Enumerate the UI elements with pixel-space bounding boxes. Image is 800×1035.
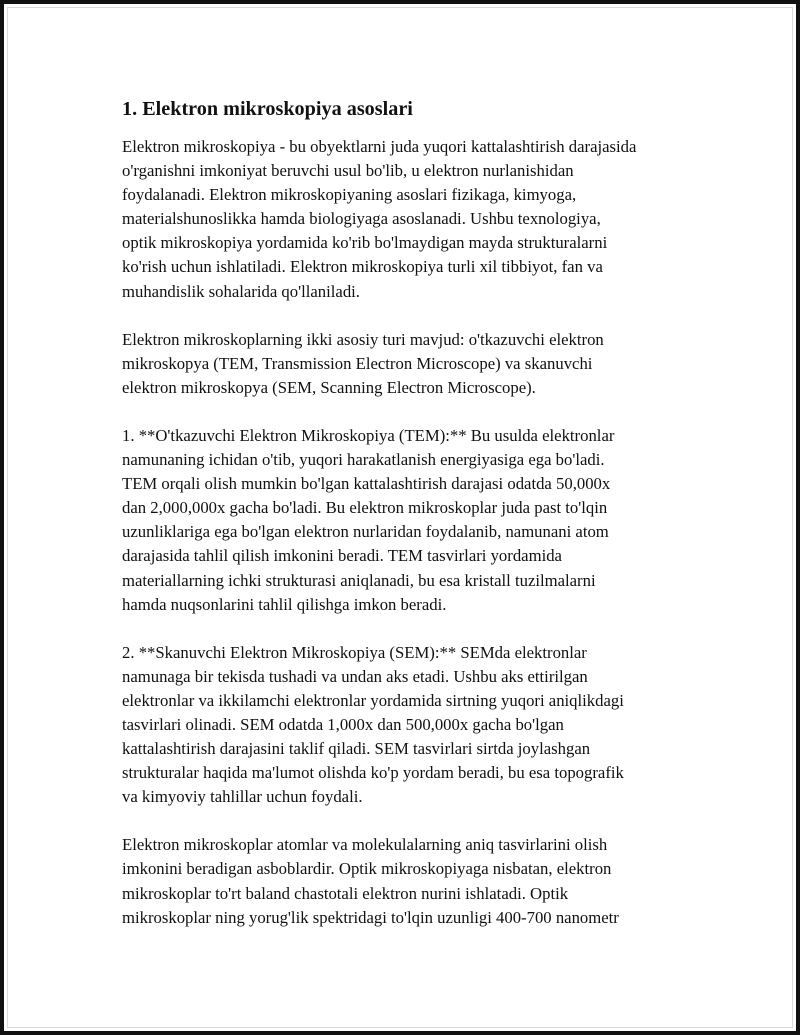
text-line: mikroskoplar to'rt baland chastotali elektron nurini ishlatadi. Optik (122, 883, 569, 903)
text-line: ko'rish uchun ishlatiladi. Elektron mikroskopiya turli xil tibbiyot, fan va (122, 257, 603, 277)
text-line: muhandislik sohalarida qo'llaniladi. (122, 281, 360, 301)
text-line: uzunliklariga ega bo'lgan elektron nurlaridan foydalanib, namunani atom (122, 522, 609, 542)
text-line: Elektron mikroskoplar atomlar va molekulalarning aniq tasvirlarini olish (122, 835, 608, 855)
text-line: mikroskopya (TEM, Transmission Electron Microscope) va skanuvchi (122, 353, 593, 373)
paragraph-intro (122, 135, 702, 304)
text-line: hamda nuqsonlarini tahlil qilishga imkon beradi. (122, 594, 447, 614)
text-line: Elektron mikroskopiya - bu obyektlarni juda yuqori kattalashtirish darajasida (122, 137, 637, 156)
document-body (122, 96, 702, 954)
text-line: mikroskoplar ning yorug'lik spektridagi to'lqin uzunligi 400-700 nanometr (122, 907, 619, 927)
text-line: materialshunoslikka hamda biologiyaga asoslanadi. Ushbu texnologiya, (122, 209, 601, 229)
paragraph-sem (122, 641, 702, 810)
text-line: elektron mikroskopya (SEM, Scanning Electron Microscope). (122, 377, 536, 397)
text-line: kattalashtirish darajasini taklif qiladi. SEM tasvirlari sirtda joylashgan (122, 739, 591, 759)
text-line: 2. **Skanuvchi Elektron Mikroskopiya (SEM):** SEMda elektronlar (122, 642, 587, 662)
paragraph-types (122, 328, 702, 400)
text-line: materiallarning ichki strukturasi aniqlanadi, bu esa kristall tuzilmalarni (122, 570, 596, 590)
text-line: elektronlar va ikkilamchi elektronlar yordamida sirtning yuqori aniqlikdagi (122, 690, 624, 710)
text-line: dan 2,000,000x gacha bo'ladi. Bu elektron mikroskoplar juda past to'lqin (122, 498, 608, 518)
text-line: optik mikroskopiya yordamida ko'rib bo'lmaydigan mayda strukturalarni (122, 233, 608, 253)
text-line: 1. **O'tkazuvchi Elektron Mikroskopiya (TEM):** Bu usulda elektronlar (122, 425, 615, 445)
text-line: namunaga bir tekisda tushadi va undan aks etadi. Ushbu aks ettirilgan (122, 666, 588, 686)
text-line: foydalanadi. Elektron mikroskopiyaning asoslari fizikaga, kimyoga, (122, 185, 577, 205)
paragraph-conclusion (122, 833, 702, 929)
text-line: TEM orqali olish mumkin bo'lgan kattalashtirish darajasi odatda 50,000x (122, 474, 611, 494)
paragraph-tem (122, 424, 702, 617)
text-line: o'rganishni imkoniyat beruvchi usul bo'lib, u elektron nurlanishidan (122, 161, 574, 181)
text-line: tasvirlari olinadi. SEM odatda 1,000x dan 500,000x gacha bo'lgan (122, 714, 564, 734)
section-title: 1. Elektron mikroskopiya asoslari (122, 98, 413, 120)
text-line: va kimyoviy tahlillar uchun foydali. (122, 787, 363, 807)
text-line: darajasida tahlil qilish imkonini beradi. TEM tasvirlari yordamida (122, 546, 562, 566)
text-line: Elektron mikroskoplarning ikki asosiy turi mavjud: o'tkazuvchi elektron (122, 329, 604, 349)
text-line: strukturalar haqida ma'lumot olishda ko'p yordam beradi, bu esa topografik (122, 763, 624, 783)
text-line: namunaning ichidan o'tib, yuqori harakatlanish energiyasiga ega bo'ladi. (122, 450, 605, 470)
text-line: imkonini beradigan asboblardir. Optik mikroskopiyaga nisbatan, elektron (122, 859, 612, 879)
